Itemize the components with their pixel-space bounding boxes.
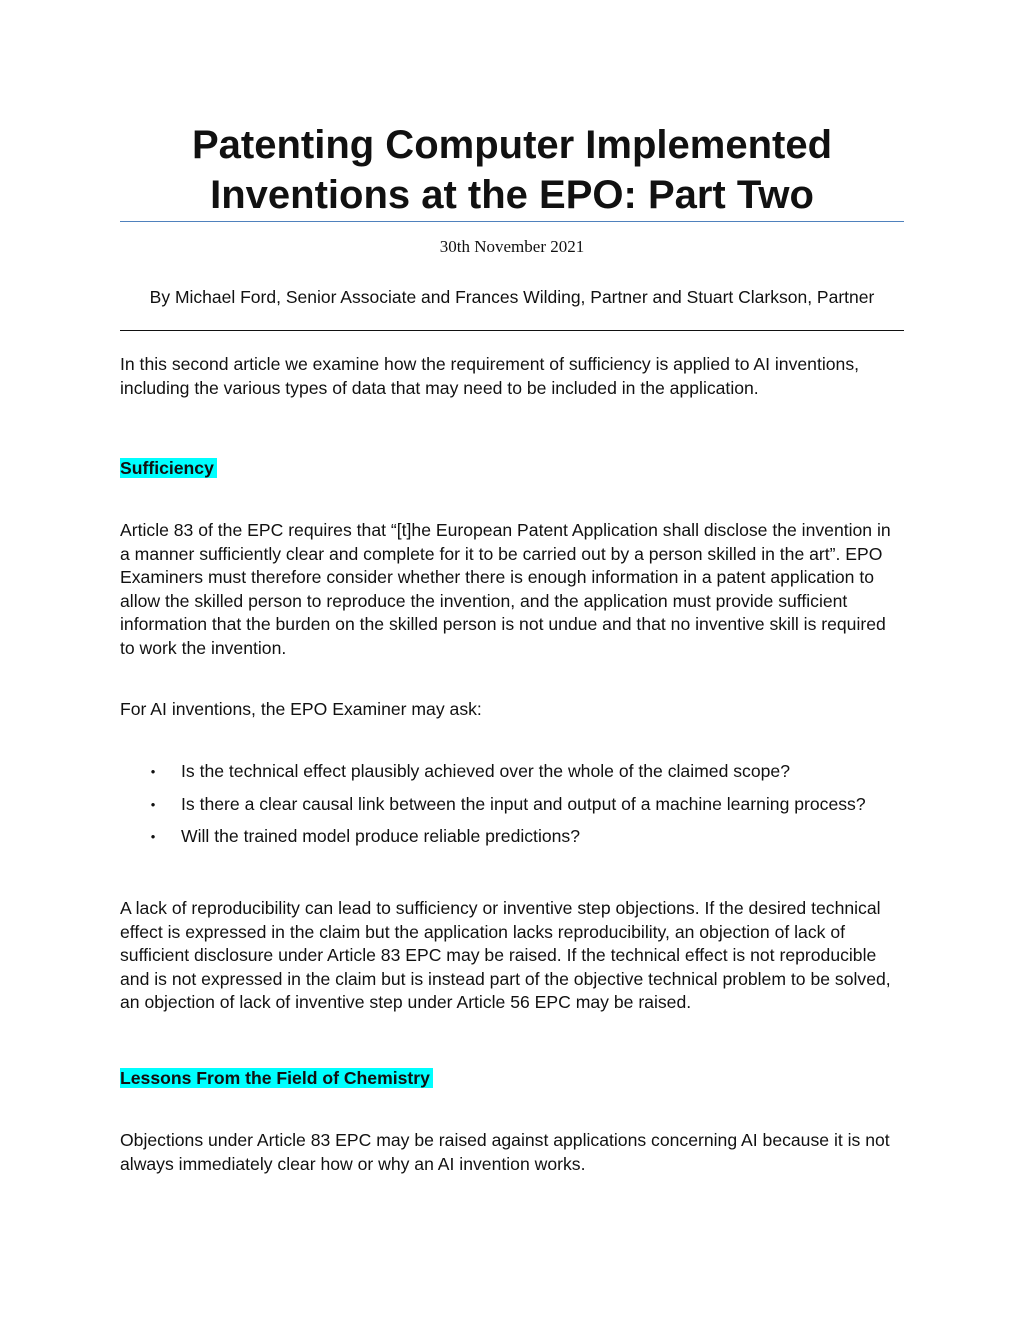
list-item: [120, 793, 904, 817]
list-item: [120, 760, 904, 784]
highlighted-heading-text: Lessons From the Field of Chemistry: [120, 1068, 433, 1088]
list-item-text: Is there a clear causal link between the input and output of a machine learning process?: [181, 793, 866, 814]
sufficiency-paragraph-examiner-questions: For AI inventions, the EPO Examiner may ask:: [120, 699, 482, 719]
list-item: [120, 825, 904, 849]
intro-paragraph: In this second article we examine how the requirement of sufficiency is applied to AI inventions, including the various types of data that may need to be included in the application.: [120, 354, 860, 398]
section-heading-lessons-chemistry: [120, 1067, 433, 1090]
examiner-questions-list: [120, 760, 904, 858]
document-title: Patenting Computer Implemented Inventions at the EPO: Part Two: [191, 123, 833, 217]
chemistry-paragraph: Objections under Article 83 EPC may be raised against applications concerning AI because it is not always immediately clear how or why an AI invention works.: [120, 1130, 890, 1174]
list-item-text: Is the technical effect plausibly achieved over the whole of the claimed scope?: [181, 761, 790, 781]
title-divider: [120, 221, 904, 222]
author-byline: By Michael Ford, Senior Associate and Frances Wilding, Partner and Stuart Clarkson, Partner: [149, 287, 875, 307]
sufficiency-paragraph-reproducibility: A lack of reproducibility can lead to sufficiency or inventive step objections. If the desired technical effect is expressed in the claim but the application lacks reproducibility, an objection of lack of sufficient disclosure under Article 83 EPC may be raised. If the technical effect is not reproducible and is not expressed in the claim but is instead part of the objective technical problem to be solved, an objection of lack of inventive step under Article 56 EPC may be raised.: [120, 898, 891, 1012]
highlighted-heading-text: Sufficiency: [120, 458, 217, 478]
byline-divider: [120, 330, 904, 331]
bullet-icon: •: [150, 764, 156, 779]
bullet-icon: •: [150, 796, 156, 812]
list-item-text: Will the trained model produce reliable predictions?: [181, 826, 581, 846]
publication-date: 30th November 2021: [439, 237, 585, 256]
bullet-icon: •: [150, 829, 156, 844]
sufficiency-paragraph-article-83: Article 83 of the EPC requires that “[t]he European Patent Application shall disclose the invention in a manner sufficiently clear and complete for it to be carried out by a person skilled in the art”. EPO Examiners must therefore consider whether there is enough information in a patent application to allow the skilled person to reproduce the invention, and the application must provide sufficient information that the burden on the skilled person is not undue and that no inventive skill is required to work the invention.: [120, 520, 891, 658]
section-heading-sufficiency: [120, 457, 217, 480]
